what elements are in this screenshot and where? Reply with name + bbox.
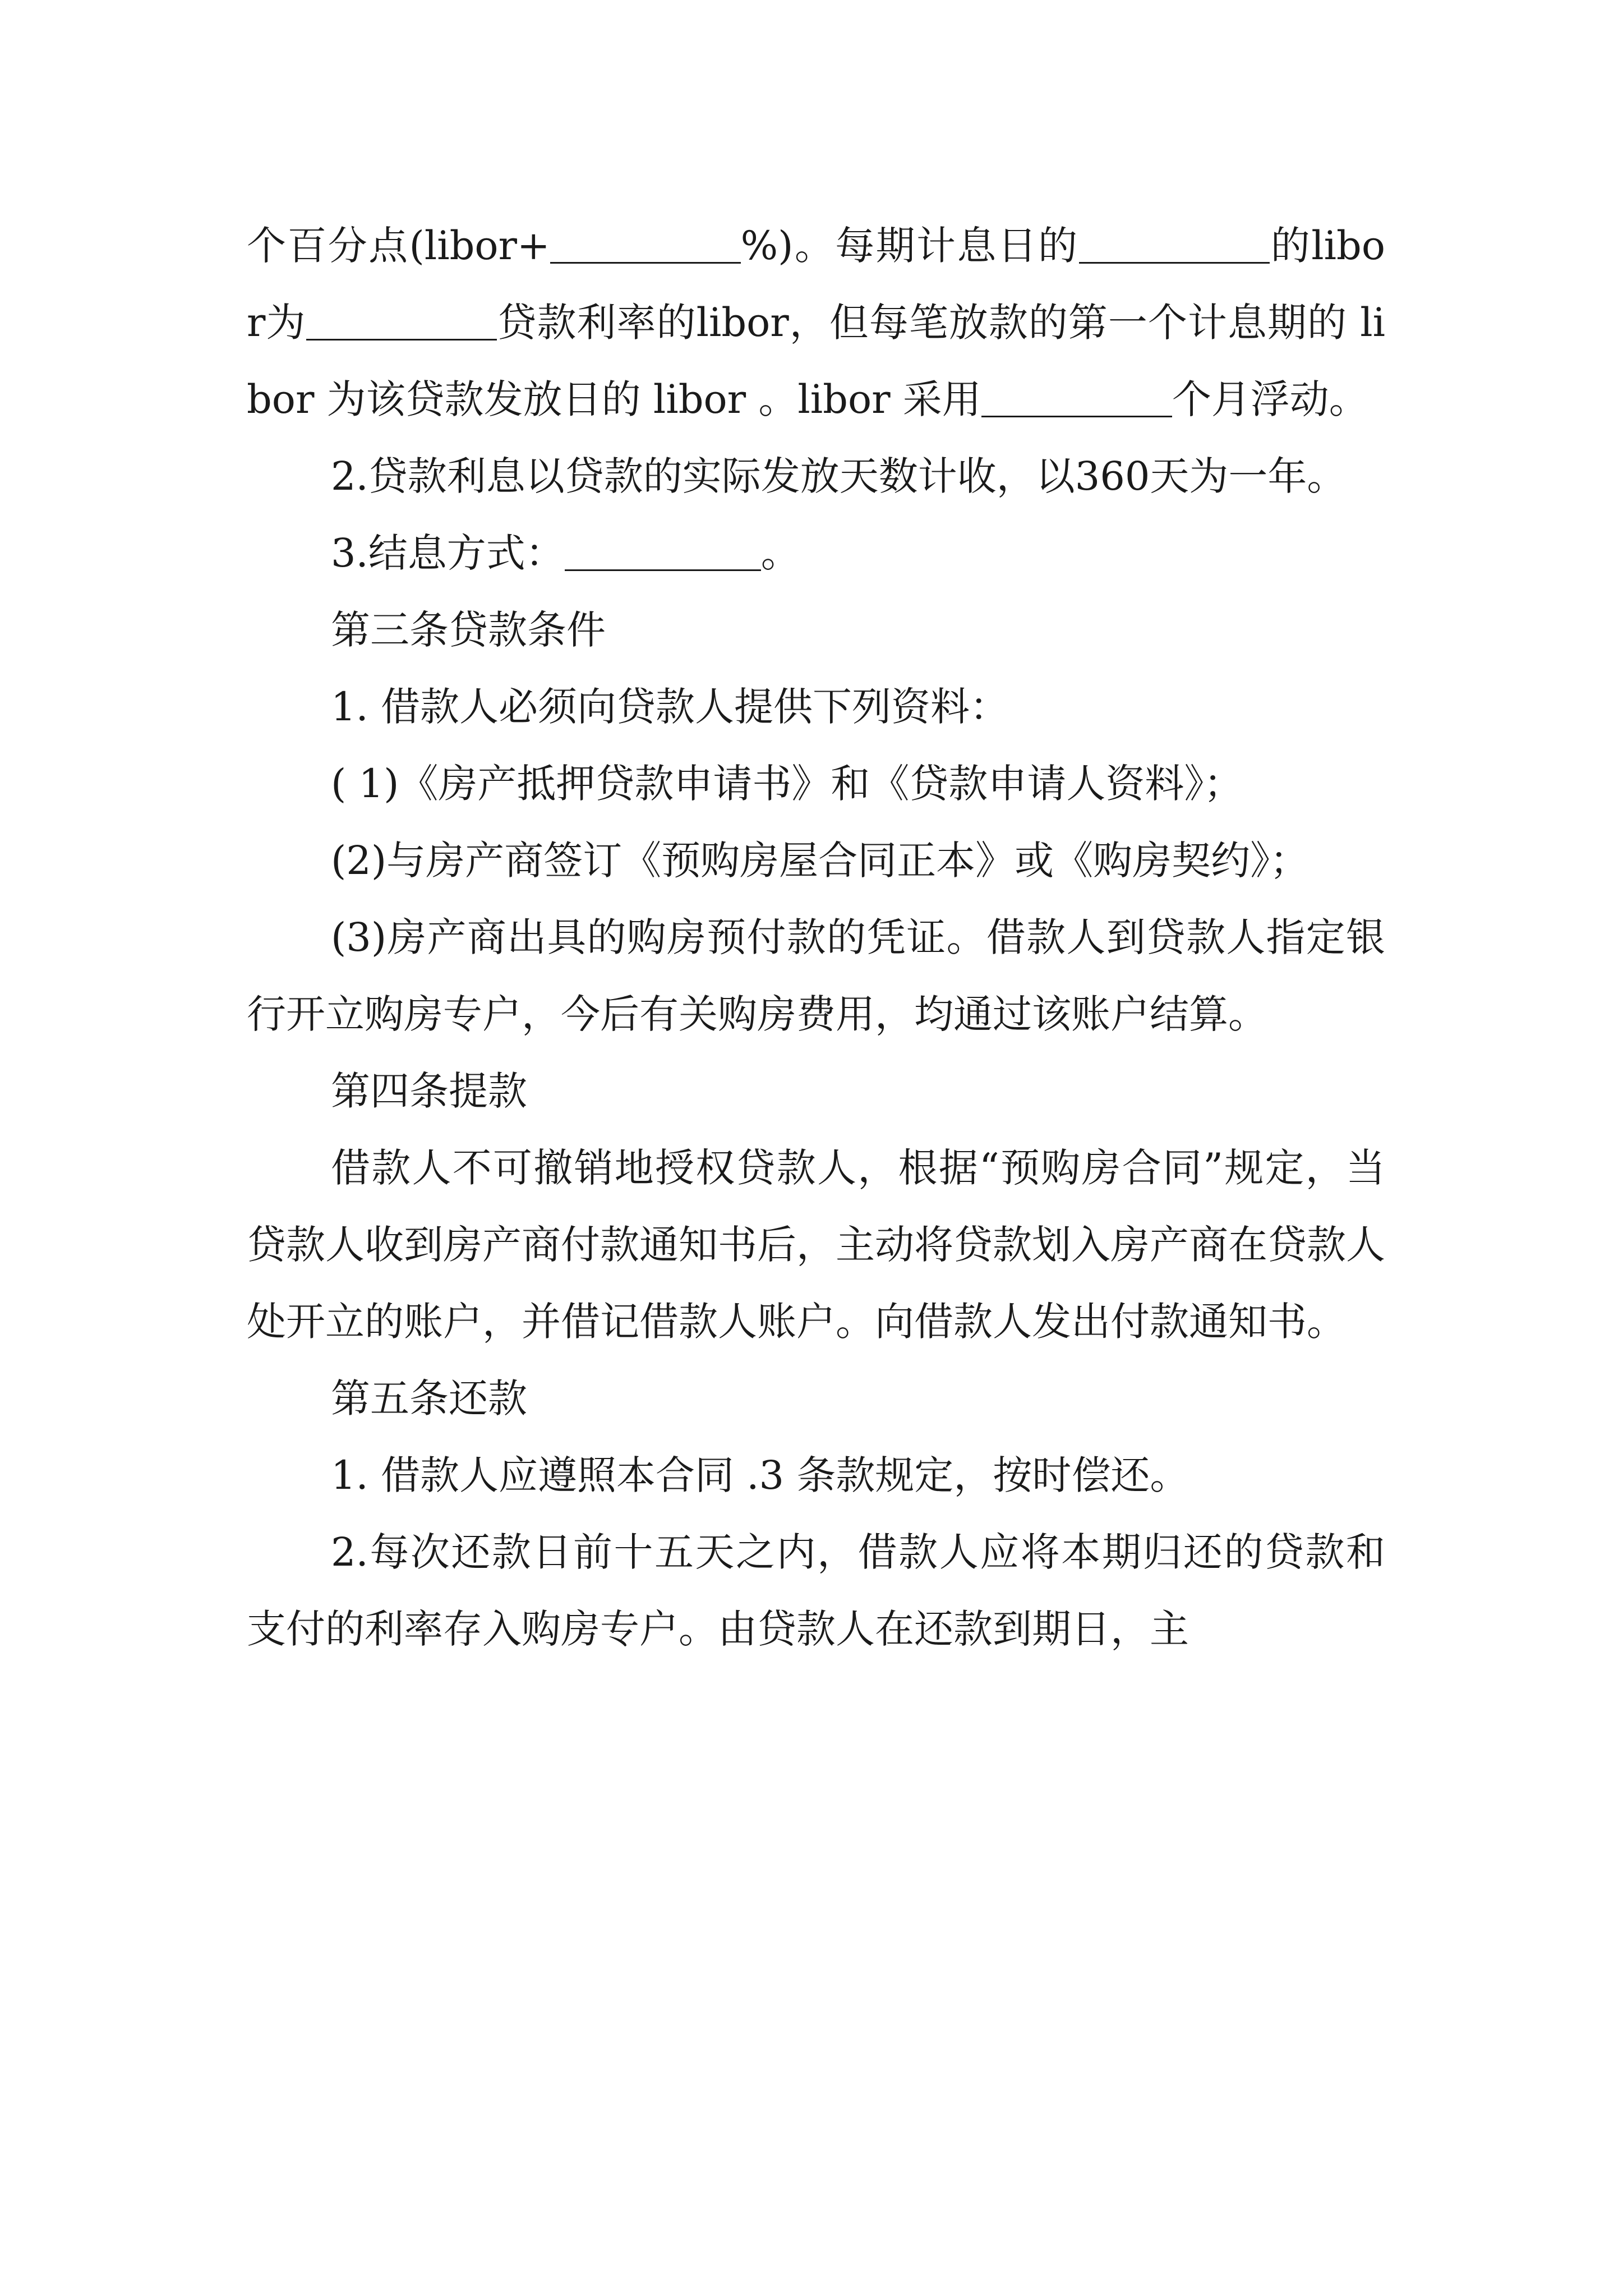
- paragraph-interest-days: 2.贷款利息以贷款的实际发放天数计收，以360天为一年。: [331, 453, 1347, 499]
- libor-text-3: 的libor为: [247, 223, 1385, 346]
- heading-article-3: 第三条贷款条件: [331, 607, 606, 653]
- libor-text-5: 个月浮动。: [1172, 376, 1368, 422]
- paragraph-repayment-2: 2.每次还款日前十五天之内，借款人应将本期归还的贷款和支付的利率存入购房专户。由贷款人在还款到期日，主: [247, 1529, 1385, 1652]
- paragraph-item-2: (2)与房产商签订《预购房屋合同正本》或《购房契约》；: [331, 838, 1310, 884]
- heading-article-4: 第四条提款: [331, 1068, 527, 1114]
- blank-line: [981, 376, 1172, 417]
- paragraph-required-materials: 1. 借款人必须向贷款人提供下列资料：: [331, 684, 1009, 730]
- paragraph-repayment-1: 1. 借款人应遵照本合同 .3 条款规定，按时偿还。: [331, 1452, 1189, 1498]
- libor-text-2: %)。每期计息日的: [740, 223, 1079, 269]
- settlement-label: 3.结息方式：: [331, 530, 565, 576]
- heading-article-5: 第五条还款: [331, 1375, 527, 1421]
- settlement-end: 。: [760, 530, 800, 576]
- blank-line: [550, 223, 741, 264]
- libor-text-1: 个百分点(libor+: [247, 223, 550, 269]
- document-body: [247, 208, 1385, 1668]
- paragraph-settlement-method: [247, 515, 1385, 592]
- blank-line: [306, 300, 497, 341]
- paragraph-item-1: ( 1)《房产抵押贷款申请书》和《贷款申请人资料》；: [331, 761, 1243, 807]
- paragraph-libor-terms: [247, 208, 1385, 438]
- paragraph-withdrawal: 借款人不可撤销地授权贷款人，根据“预购房合同”规定，当贷款人收到房产商付款通知书后，主动将贷款划入房产商在贷款人处开立的账户，并借记借款人账户。向借款人发出付款通知书。: [247, 1145, 1385, 1345]
- libor-text-4: 贷款利率的libor，但每笔放款的第一个计息期的 libor 为该贷款发放日的 libor 。libor 采用: [247, 300, 1386, 422]
- blank-line: [565, 530, 761, 571]
- blank-line: [1079, 223, 1270, 264]
- paragraph-item-3: (3)房产商出具的购房预付款的凭证。借款人到贷款人指定银行开立购房专户，今后有关购房费用，均通过该账户结算。: [247, 914, 1385, 1037]
